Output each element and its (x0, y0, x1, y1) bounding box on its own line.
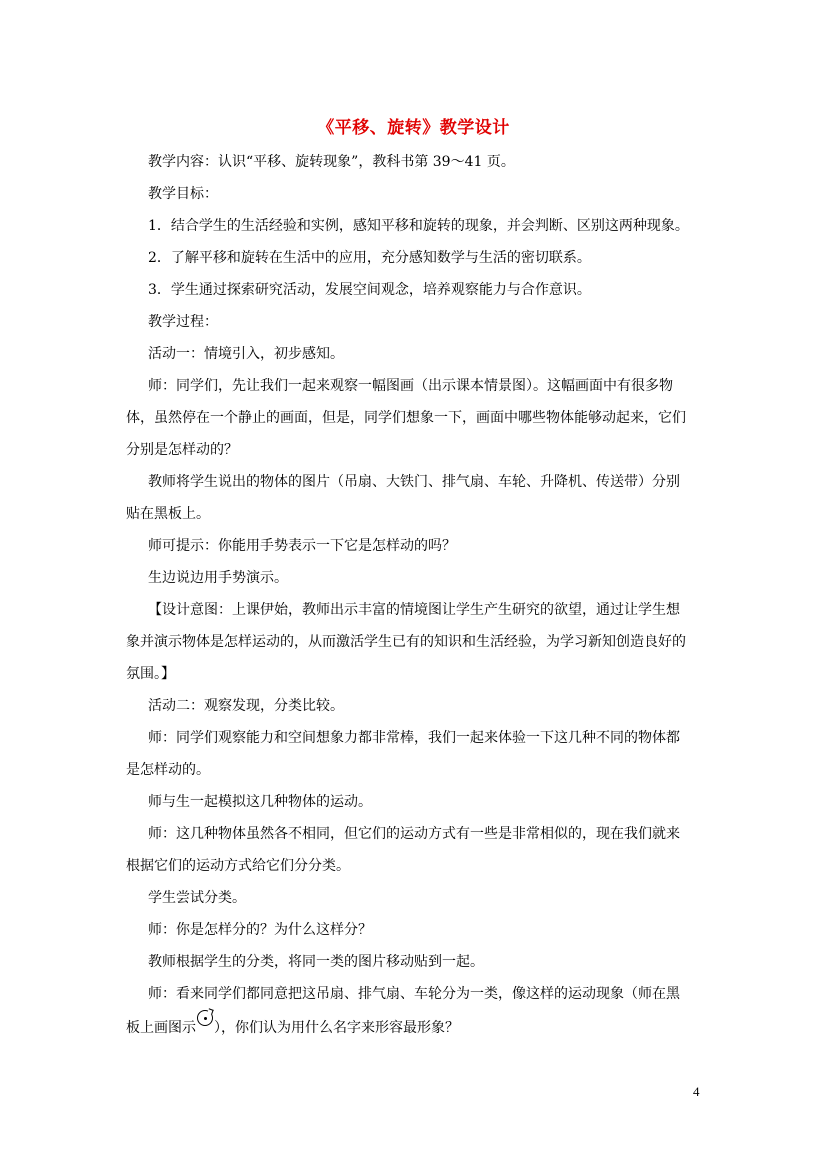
text-line: 活动二：观察发现，分类比较。 (148, 698, 344, 714)
text-line: 师：你是怎样分的？为什么这样分？ (148, 922, 372, 938)
text-line: 教学内容：认识“平移、旋转现象”，教科书第 39～41 页。 (148, 154, 515, 170)
text-line-with-icon (126, 1010, 704, 1044)
text-after-icon: ），你们认为用什么名字来形容最形象？ (214, 1020, 459, 1036)
text-line: 师：这几种物体虽然各不相同，但它们的运动方式有一些是非常相似的，现在我们就来 (148, 826, 680, 842)
text-line: 师：同学们观察能力和空间想象力都非常棒，我们一起来体验一下这几种不同的物体都 (148, 730, 680, 746)
text-line: 分别是怎样动的？ (126, 442, 238, 458)
document-body (126, 146, 704, 1044)
page-number: 4 (693, 1084, 700, 1099)
text-line: 【设计意图：上课伊始，教师出示丰富的情境图让学生产生研究的欲望，通过让学生想 (148, 602, 680, 618)
text-line: 师与生一起模拟这几种物体的运动。 (148, 794, 372, 810)
text-line: 学生尝试分类。 (148, 890, 246, 906)
text-line: 1．结合学生的生活经验和实例，感知平移和旋转的现象，并会判断、区别这两种现象。 (148, 218, 689, 234)
text-line: 氛围。】 (126, 666, 175, 682)
text-line: 活动一：情境引入，初步感知。 (148, 346, 344, 362)
text-line: 师：看来同学们都同意把这吊扇、排气扇、车轮分为一类，像这样的运动现象（师在黑 (148, 986, 680, 1002)
text-line: 师：同学们，先让我们一起来观察一幅图画（出示课本情景图）。这幅画面中有很多物 (148, 378, 673, 394)
text-line: 是怎样动的。 (126, 762, 210, 778)
text-line: 教学过程： (148, 314, 218, 330)
document-title: 《平移、旋转》教学设计 (317, 118, 510, 138)
text-line: 教师将学生说出的物体的图片（吊扇、大铁门、排气扇、车轮、升降机、传送带）分别 (148, 474, 680, 490)
text-line: 师可提示：你能用手势表示一下它是怎样动的吗？ (148, 538, 456, 554)
text-line: 3．学生通过探索研究活动，发展空间观念，培养观察能力与合作意识。 (148, 282, 591, 298)
rotation-circle-icon (197, 1010, 213, 1026)
text-line: 生边说边用手势演示。 (148, 570, 288, 586)
text-before-icon: 板上画图示 (126, 1020, 196, 1036)
text-line: 2．了解平移和旋转在生活中的应用，充分感知数学与生活的密切联系。 (148, 250, 591, 266)
text-line: 象并演示物体是怎样运动的，从而激活学生已有的知识和生活经验，为学习新知创造良好的 (126, 634, 686, 650)
text-line: 体，虽然停在一个静止的画面，但是，同学们想象一下，画面中哪些物体能够动起来，它们 (126, 410, 686, 426)
text-line: 贴在黑板上。 (126, 506, 210, 522)
text-line: 教学目标： (148, 186, 218, 202)
text-line: 根据它们的运动方式给它们分分类。 (126, 858, 350, 874)
text-line: 教师根据学生的分类，将同一类的图片移动贴到一起。 (148, 954, 484, 970)
